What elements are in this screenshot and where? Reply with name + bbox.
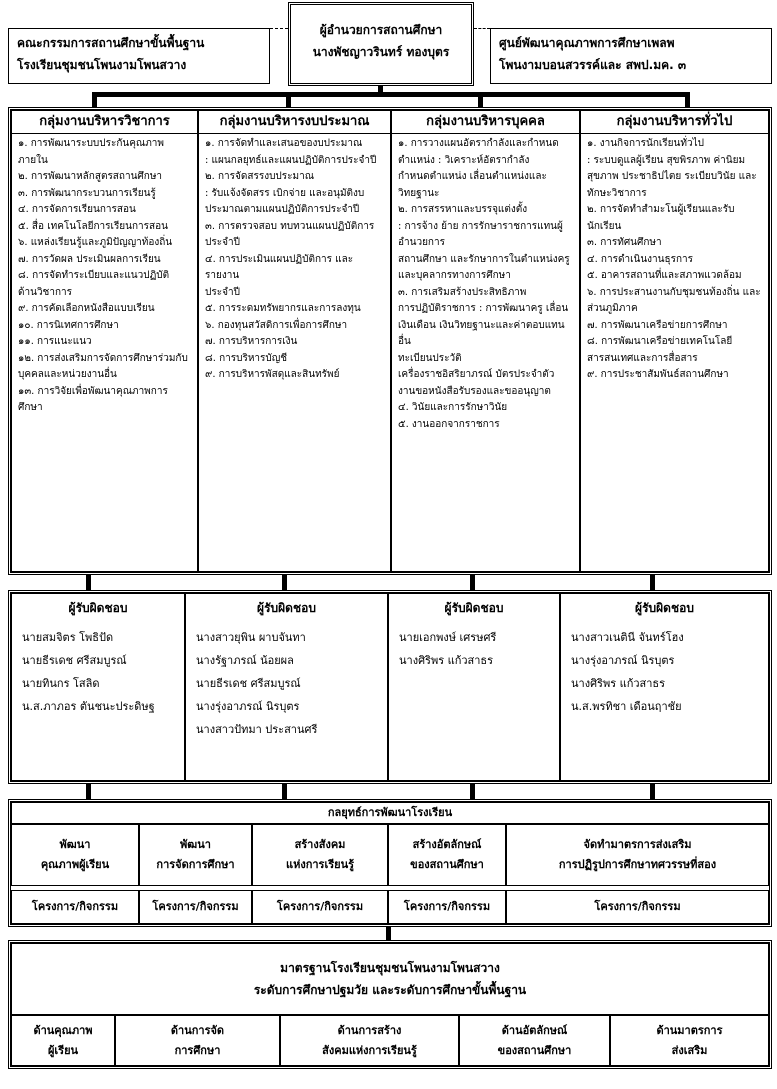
- group-item: ๓. การทัศนศึกษา: [587, 237, 662, 248]
- group-item: ๓. การตรวจสอบ ทบทวนแผนปฏิบัติการ: [205, 220, 375, 232]
- responsible-personnel-list: [389, 620, 559, 678]
- group-item: ๗. การวัดผล ประเมินผลการเรียน: [18, 253, 161, 265]
- standards-aspect-cell: [11, 1015, 115, 1066]
- standards-aspect-line: ผู้เรียน: [47, 1043, 79, 1057]
- responsible-academic-title: ผู้รับผิดชอบ: [68, 601, 128, 615]
- standards-aspect-line: ด้านการจัด: [170, 1023, 225, 1037]
- standards-aspect-cell: [280, 1015, 459, 1066]
- group-item: ๑. การวางแผนอัตรากำลังและกำหนด: [398, 138, 559, 149]
- director-name: นางพัชญาวรินทร์ ทองบุตร: [312, 45, 450, 59]
- group-item: ๔. การดำเนินงานธุรการ: [587, 253, 694, 265]
- responsible-person: นายธีรเดช ศรีสมบูรณ์: [22, 654, 127, 667]
- group-personnel-title: กลุ่มงานบริหารบุคคล: [392, 111, 579, 134]
- group-item: ๓. การเสริมสร้างประสิทธิภาพ: [398, 286, 527, 298]
- responsible-general-list: [561, 620, 768, 724]
- responsible-budget: [185, 593, 388, 781]
- strategy-project-label: โครงการ/กิจกรรม: [31, 900, 119, 913]
- group-item: ๑๓. การวิจัยเพื่อพัฒนาคุณภาพการศึกษา: [18, 385, 168, 413]
- strategy-project-label: โครงการ/กิจกรรม: [594, 900, 681, 913]
- group-item: สถานศึกษา และรักษาการในตำแหน่งครูและบุคลากรทางการศึกษา: [398, 253, 570, 281]
- group-item: ๔. วินัยและการรักษาวินัย: [398, 402, 508, 413]
- quality-center-line-1: ศูนย์พัฒนาคุณภาพการศึกษาเพลพ: [499, 36, 675, 50]
- group-personnel-items: [392, 134, 579, 435]
- standards-aspect-line: ด้านอัตลักษณ์: [501, 1023, 568, 1037]
- group-item: ๕. การระดมทรัพยากรและการลงทุน: [205, 303, 361, 314]
- group-item: ๗. การบริหารการเงิน: [205, 336, 298, 347]
- group-item: กำหนดตำแหน่ง เลื่อนตำแหน่งและวิทยฐานะ: [398, 171, 547, 199]
- group-item: ด้านวิชาการ: [18, 286, 73, 298]
- strategy-header-cell: [11, 824, 139, 886]
- group-item: ๖. กองทุนสวัสดิการเพื่อการศึกษา: [205, 319, 348, 331]
- strategy-title: [11, 802, 769, 824]
- strategy-header-line: พัฒนา: [180, 838, 211, 851]
- group-budget: [198, 110, 391, 572]
- group-item: ๘. การบริหารบัญชี: [205, 352, 288, 364]
- group-item: ๕. งานออกจากราชการ: [398, 418, 500, 430]
- standards-title-line-1: มาตรฐานโรงเรียนชุมชนโพนงามโพนสวาง: [280, 961, 500, 975]
- group-academic-title: กลุ่มงานบริหารวิชาการ: [12, 111, 197, 134]
- strategy-header-cell: [388, 824, 506, 886]
- strategy-header-line: พัฒนา: [59, 838, 91, 851]
- responsible-person: นายธีรเดช ศรีสมบูรณ์: [196, 677, 301, 690]
- group-item: ทักษะวิชาการ: [587, 187, 647, 199]
- group-item: ๑. การพัฒนาระบบประกันคุณภาพภายใน: [18, 138, 165, 166]
- strategy-project-cell: [388, 890, 506, 924]
- stem-strat-4: [650, 784, 655, 800]
- stem-standards: [386, 927, 391, 941]
- responsible-person: นายสมจิตร โพธิปัด: [22, 631, 114, 644]
- standards-aspect-line: ส่งเสริม: [671, 1043, 708, 1057]
- groups-bus: [92, 92, 690, 97]
- group-item: สุขภาพ ประชาธิปไตย ระเบียบวินัย และ: [587, 171, 757, 182]
- group-item: ๑๒. การส่งเสริมการจัดการศึกษาร่วมกับ: [18, 352, 188, 364]
- standards-title-box: [11, 943, 769, 1015]
- responsible-person: นายเอกพงษ์ เศรษศรี: [399, 631, 497, 644]
- group-item: : การจ้าง ย้าย การรักษาราชการแทนผู้อำนวยการ: [398, 220, 563, 248]
- stem-resp-1: [86, 575, 91, 591]
- group-item: ๒. การสรรหาและบรรจุแต่งตั้ง: [398, 204, 528, 215]
- standards-aspect-line: สังคมแห่งการเรียนรู้: [322, 1043, 417, 1057]
- group-item: ตำแหน่ง : วิเคราะห์อัตรากำลัง: [398, 154, 530, 166]
- group-item: ประจำปี: [205, 237, 240, 248]
- stem-group-3: [478, 92, 483, 108]
- responsible-person: นางรัฐาภรณ์ น้อยผล: [196, 654, 294, 667]
- responsible-person: นางสาวปัทมา ประสานศรี: [196, 723, 318, 736]
- responsible-budget-title: ผู้รับผิดชอบ: [257, 601, 316, 615]
- group-academic: [11, 110, 198, 572]
- responsible-person: น.ส.พรทิชา เดือนฤาชัย: [571, 700, 682, 713]
- strategy-header-cell: [252, 824, 388, 886]
- strategy-header-line: สร้างสังคม: [294, 838, 346, 851]
- quality-center-box: [490, 28, 772, 84]
- responsible-personnel-title: ผู้รับผิดชอบ: [444, 601, 504, 615]
- strategy-project-label: โครงการ/กิจกรรม: [152, 900, 239, 913]
- responsible-person: นางสาวเนตินี จันทร์โฮง: [571, 631, 684, 644]
- group-academic-items: [12, 134, 197, 419]
- strategy-header-line: แห่งการเรียนรู้: [286, 858, 354, 871]
- director-box: [288, 2, 474, 86]
- strategy-header-line: การจัดการศึกษา: [156, 858, 235, 871]
- responsible-academic-list: [12, 620, 184, 724]
- group-item: ๙. การประชาสัมพันธ์สถานศึกษา: [587, 369, 729, 380]
- standards-aspect-line: การศึกษา: [174, 1043, 221, 1057]
- group-budget-items: [199, 134, 390, 386]
- stem-strat-3: [470, 784, 475, 800]
- responsible-person: นางรุ่งอาภรณ์ นิรบุตร: [196, 700, 300, 713]
- group-item: ประจำปี: [205, 286, 240, 298]
- responsible-person: นางสาวยุพิน ผาบจันทา: [196, 631, 306, 644]
- group-item: ๙. การคัดเลือกหนังสือแบบเรียน: [18, 303, 155, 314]
- group-item: ๘. การพัฒนาเครือข่ายเทคโนโลยีสารสนเทศและการสื่อสาร: [587, 336, 733, 364]
- strategy-header-cell: [139, 824, 252, 886]
- stem-resp-2: [282, 575, 287, 591]
- group-item: : รับแจ้งจัดสรร เบิกจ่าย และอนุมัติงบ: [205, 187, 365, 199]
- group-general: [580, 110, 769, 572]
- standards-aspect-cell: [459, 1015, 610, 1066]
- strategy-project-cell: [252, 890, 388, 924]
- school-committee-box: [8, 28, 270, 84]
- standards-aspect-line: ด้านคุณภาพ: [33, 1023, 93, 1037]
- group-item: ๔. การประเมินแผนปฏิบัติการ และรายงาน: [205, 253, 354, 281]
- group-item: ๓. การพัฒนากระบวนการเรียนรู้: [18, 187, 156, 199]
- school-committee-line-1: คณะกรรมการสถานศึกษาขั้นพื้นฐาน: [17, 36, 205, 50]
- stem-group-2: [286, 92, 291, 108]
- standards-aspect-line: ของสถานศึกษา: [497, 1043, 572, 1057]
- responsible-person: นางรุ่งอาภรณ์ นิรบุตร: [571, 654, 675, 667]
- group-item: ๔. การจัดการเรียนการสอน: [18, 204, 136, 215]
- group-item: ๖. แหล่งเรียนรู้และภูมิปัญญาท้องถิ่น: [18, 237, 173, 248]
- school-committee-line-2: โรงเรียนชุมชนโพนงามโพนสวาง: [17, 58, 187, 72]
- stem-group-1: [92, 92, 97, 108]
- group-budget-title: กลุ่มงานบริหารงบประมาณ: [199, 111, 390, 134]
- connector-right: [474, 28, 490, 29]
- group-item: ๑. งานกิจการนักเรียนทั่วไป: [587, 138, 704, 149]
- group-item: ๑. การจัดทำและเสนอของบประมาณ: [205, 138, 363, 149]
- group-item: เครื่องราชอิสริยาภรณ์ บัตรประจำตัว งานขอหนังสือรับรองและขออนุญาต: [398, 369, 555, 397]
- group-item: ๙. การบริหารพัสดุและสินทรัพย์: [205, 369, 340, 380]
- strategy-header-line: จัดทำมาตรการส่งเสริม: [583, 838, 692, 851]
- strategy-title-text: กลยุทธ์การพัฒนาโรงเรียน: [327, 806, 453, 819]
- strategy-header-line: ของสถานศึกษา: [410, 858, 484, 871]
- responsible-general: [560, 593, 769, 781]
- responsible-person: น.ส.ภาภอร ตันชนะประดิษฐ: [22, 700, 155, 713]
- standards-title-line-2: ระดับการศึกษาปฐมวัย และระดับการศึกษาขั้นพื้นฐาน: [253, 983, 527, 997]
- stem-strat-2: [282, 784, 287, 800]
- strategy-header-line: คุณภาพผู้เรียน: [40, 858, 110, 871]
- stem-group-4: [685, 92, 690, 108]
- group-item: บุคคลและหน่วยงานอื่น: [18, 369, 117, 380]
- stem-resp-3: [470, 575, 475, 591]
- stem-resp-4: [650, 575, 655, 591]
- group-item: ทะเบียนประวัติ: [398, 352, 462, 364]
- group-item: ๗. การพัฒนาเครือข่ายการศึกษา: [587, 319, 728, 331]
- group-personnel: [391, 110, 580, 572]
- responsible-personnel: [388, 593, 560, 781]
- strategy-project-cell: [506, 890, 769, 924]
- group-item: ๒. การจัดสรรงบประมาณ: [205, 171, 314, 182]
- responsible-person: นางศิริพร แก้วสาธร: [571, 677, 666, 690]
- responsible-person: นางศิริพร แก้วสาธร: [399, 654, 494, 667]
- group-item: ๘. การจัดทำระเบียบและแนวปฏิบัติ: [18, 270, 170, 281]
- strategy-project-cell: [139, 890, 252, 924]
- standards-aspect-cell: [610, 1015, 769, 1066]
- group-item: ส่วนภูมิภาค: [587, 303, 638, 314]
- group-item: ๕. สื่อ เทคโนโลยีการเรียนการสอน: [18, 220, 168, 232]
- group-item: ๒. การจัดทำสำมะโนผู้เรียนและรับนักเรียน: [587, 204, 735, 232]
- strategy-header-line: การปฏิรูปการศึกษาทศวรรษที่สอง: [558, 858, 717, 871]
- group-general-title: กลุ่มงานบริหารทั่วไป: [581, 111, 768, 134]
- director-title: ผู้อำนวยการสถานศึกษา: [319, 23, 443, 37]
- group-general-items: [581, 134, 768, 386]
- responsible-budget-list: [186, 620, 387, 747]
- stem-strat-1: [86, 784, 91, 800]
- group-item: ประมาณตามแผนปฏิบัติการประจำปี: [205, 204, 360, 215]
- strategy-project-label: โครงการ/กิจกรรม: [276, 900, 364, 913]
- strategy-header-cell: [506, 824, 769, 886]
- standards-aspect-line: ด้านมาตรการ: [656, 1023, 723, 1037]
- group-item: การปฏิบัติราชการ : การพัฒนาครู เลื่อนเงินเดือน เงินวิทยฐานะและค่าตอบแทนอื่น: [398, 303, 569, 347]
- responsible-general-title: ผู้รับผิดชอบ: [635, 601, 694, 615]
- strategy-project-label: โครงการ/กิจกรรม: [403, 900, 491, 913]
- responsible-person: นายทินกร โสลิด: [22, 677, 100, 690]
- connector-left: [270, 28, 288, 29]
- group-item: ๕. อาคารสถานที่และสภาพแวดล้อม: [587, 270, 742, 281]
- standards-aspect-line: ด้านการสร้าง: [337, 1023, 402, 1037]
- responsible-academic: [11, 593, 185, 781]
- group-item: ๒. การพัฒนาหลักสูตรสถานศึกษา: [18, 171, 163, 182]
- group-item: : แผนกลยุทธ์และแผนปฏิบัติการประจำปี: [205, 154, 377, 166]
- group-item: ๖. การประสานงานกับชุมชนท้องถิ่น และ: [587, 286, 761, 298]
- group-item: : ระบบดูแลผู้เรียน สุขพิรภาพ ค่านิยม: [587, 154, 746, 166]
- group-item: ๑๑. การแนะแนว: [18, 336, 92, 347]
- strategy-project-cell: [11, 890, 139, 924]
- standards-aspect-cell: [115, 1015, 280, 1066]
- group-item: ๑๐. การนิเทศการศึกษา: [18, 319, 119, 331]
- strategy-header-line: สร้างอัตลักษณ์: [412, 838, 482, 851]
- quality-center-line-2: โพนงามบอนสวรรค์และ สพป.มค. ๓: [499, 58, 687, 72]
